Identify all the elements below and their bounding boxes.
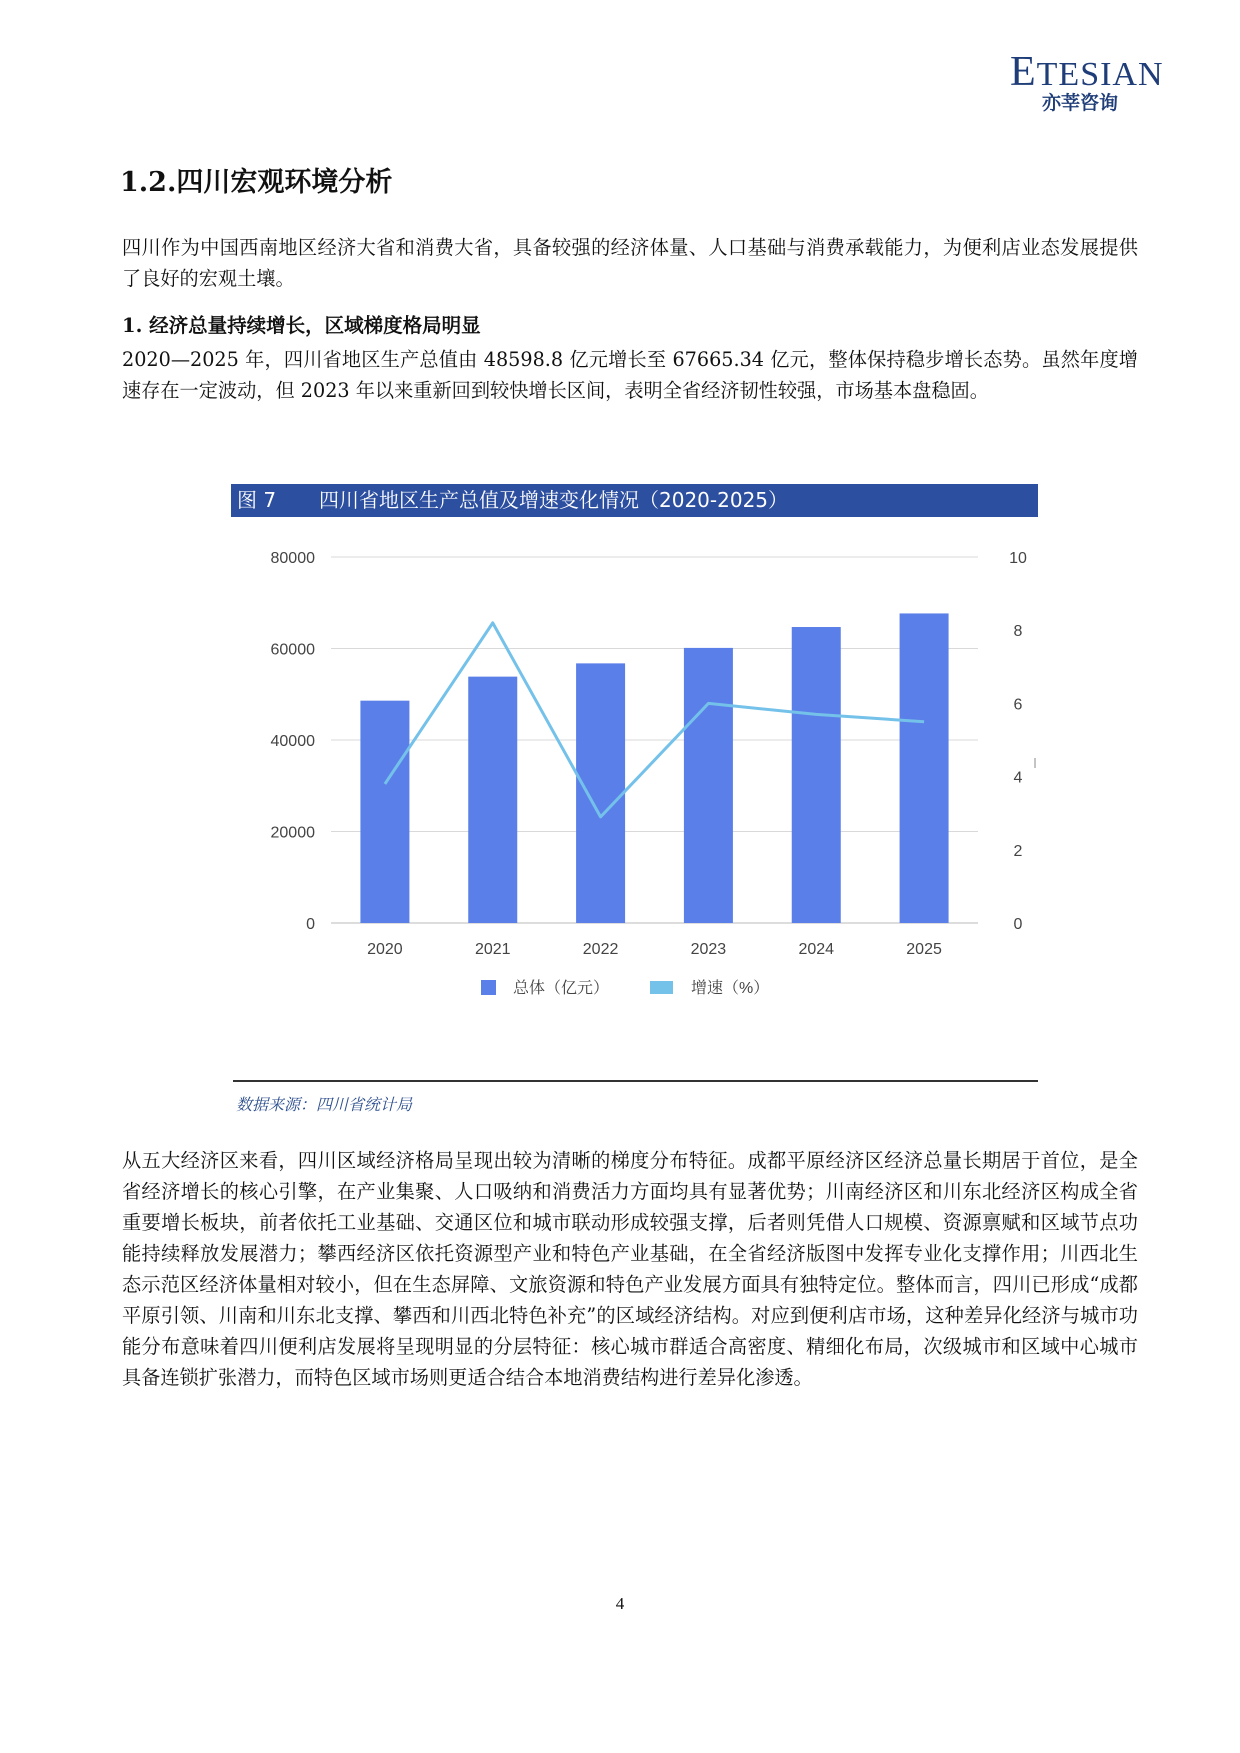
bar [900, 613, 949, 923]
figure-source: 数据来源：四川省统计局 [236, 1095, 413, 1114]
y-right-tick-label: 0 [1013, 916, 1023, 933]
bar [576, 663, 625, 923]
figure-caption: 四川省地区生产总值及增速变化情况（2020-2025） [319, 488, 789, 512]
bar [792, 627, 841, 923]
y-left-tick-label: 40000 [270, 733, 315, 750]
intro-paragraph: 四川作为中国西南地区经济大省和消费大省，具备较强的经济体量、人口基础与消费承载能力，为便利店业态发展提供了良好的宏观土壤。 [122, 236, 1138, 290]
legend-swatch-growth [650, 981, 673, 994]
logo-wordmark: ETESIAN [1010, 49, 1164, 95]
figure-number: 图 7 [237, 488, 277, 512]
x-tick-label: 2024 [798, 941, 835, 958]
figure-rule [233, 1080, 1038, 1082]
legend-swatch-total [481, 980, 496, 995]
y-right-tick-label: 6 [1013, 696, 1023, 714]
x-tick-label: 2022 [582, 941, 619, 958]
y-left-tick-label: 60000 [270, 641, 315, 659]
y-right-tick-label: 8 [1013, 623, 1023, 641]
legend-label-total: 总体（亿元） [513, 980, 610, 997]
page-number: 4 [615, 1594, 625, 1613]
company-logo [1010, 49, 1164, 114]
bar [684, 648, 733, 923]
y-right-tick-label: 10 [1009, 550, 1027, 567]
bar [360, 701, 409, 923]
y-left-tick-label: 20000 [270, 824, 315, 842]
y-right-tick-label: 2 [1013, 842, 1023, 860]
growth-line [385, 623, 924, 817]
figure-header [231, 484, 1038, 517]
gdp-paragraph: 2020—2025 年，四川省地区生产总值由 48598.8 亿元增长至 67665.34 亿元，整体保持稳步增长态势。虽然年度增速存在一定波动，但 2023 年以来重新回到较快增长区间，表明全省经济韧性较强，市场基本盘稳固。 [122, 348, 1138, 402]
y-left-tick-label: 80000 [270, 550, 315, 567]
y-right-tick-label: 4 [1013, 769, 1023, 787]
section-title: 1.2.四川宏观环境分析 [120, 167, 393, 198]
x-tick-label: 2023 [690, 941, 727, 958]
logo-chinese-name: 亦莘咨询 [1041, 92, 1118, 114]
subheading: 1. 经济总量持续增长，区域梯度格局明显 [122, 314, 481, 337]
bar [468, 677, 517, 923]
regions-paragraph: 从五大经济区来看，四川区域经济格局呈现出较为清晰的梯度分布特征。成都平原经济区经济总量长期居于首位，是全省经济增长的核心引擎，在产业集聚、人口吸纳和消费活力方面均具有显著优势；川南经济区和川东北经济区构成全省重要增长板块，前者依托工业基础、交通区位和城市联动形成较强支撑，后者则凭借人口规模、资源禀赋和区域节点功能持续释放发展潜力；攀西经济区依托资源型产业和特色产业基础，在全省经济版图中发挥专业化支撑作用；川西北生态示范区经济体量相对较小，但在生态屏障、文旅资源和特色产业发展方面具有独特定位。整体而言，四川已形成“成都平原引领、川南和川东北支撑、攀西和川西北特色补充”的区域经济结构。对应到便利店市场，这种差异化经济与城市功能分布意味着四川便利店发展将呈现明显的分层特征：核心城市群适合高密度、精细化布局，次级城市和区域中心城市具备连锁扩张潜力，而特色区域市场则更适合结合本地消费结构进行差异化渗透。 [122, 1149, 1138, 1389]
x-tick-label: 2025 [906, 941, 942, 958]
x-tick-label: 2020 [367, 941, 403, 958]
x-tick-label: 2021 [474, 941, 511, 958]
legend-label-growth: 增速（%） [691, 980, 770, 997]
gdp-chart [231, 530, 1038, 1070]
y-left-tick-label: 0 [306, 916, 315, 933]
